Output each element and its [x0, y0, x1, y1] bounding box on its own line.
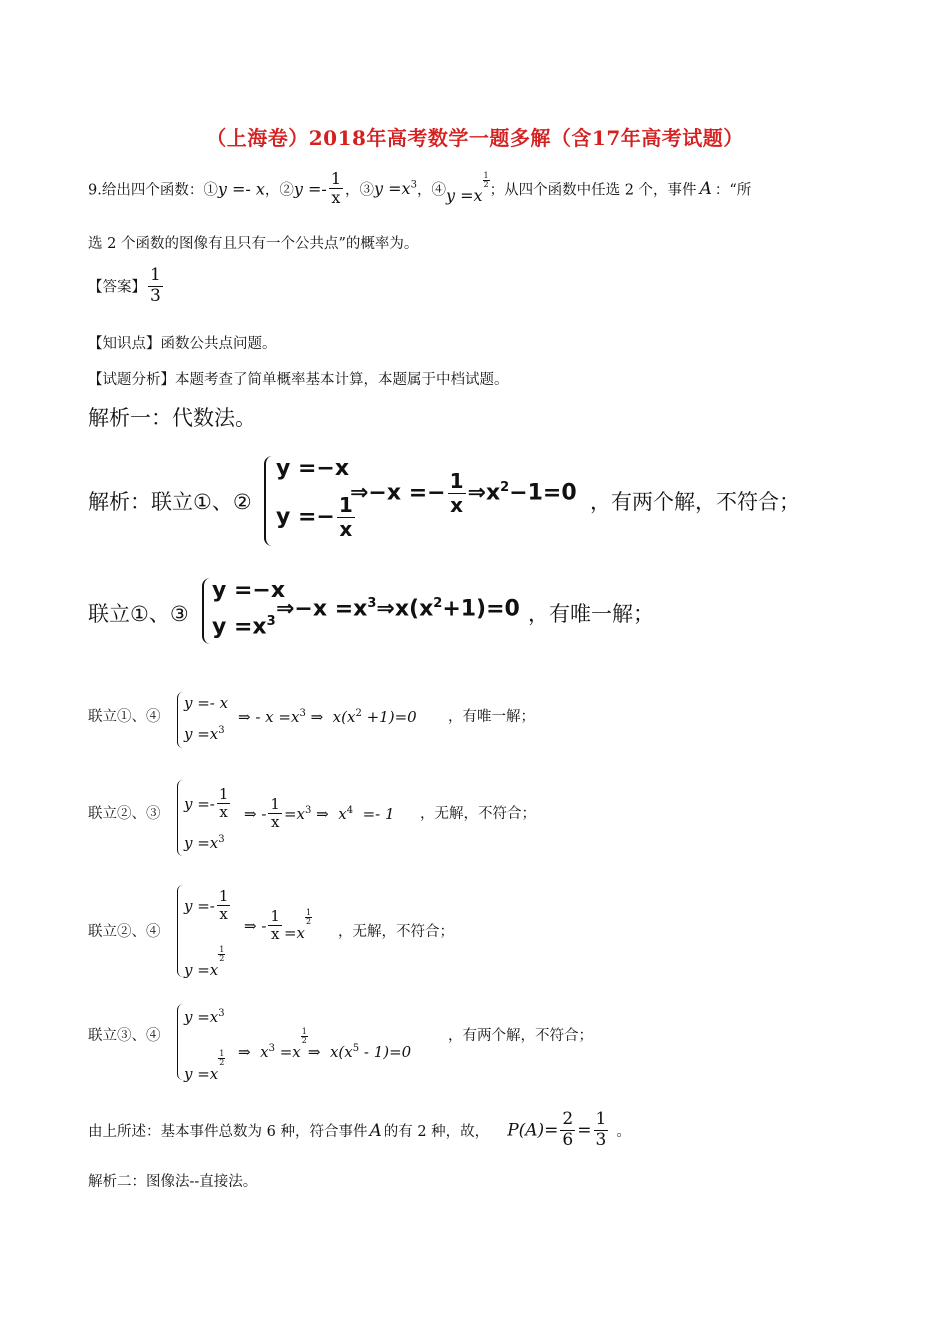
system-brace-2-4 [177, 885, 184, 977]
probability-expression: P(A)= $\frac{2}{6}$ = $\frac{1}{3}$ [507, 1109, 607, 1150]
summary-prefix: 由上所述：基本事件总数为 6 种，符合事件 [88, 1124, 368, 1141]
analysis-summary: 【试题分析】本题考查了简单概率基本计算，本题属于中档试题。 [88, 372, 509, 388]
function-2-fraction: $\frac{1}{x}$ [330, 169, 342, 208]
system-brace-1-2 [264, 456, 274, 546]
knowledge-point: 【知识点】函数公共点问题。 [88, 336, 277, 352]
system-2-3-eq-1: y =- $\frac{1}{x}$ [184, 785, 229, 822]
step-2-4-derivation: ⇒ - $\frac{1}{x}$ =x $\frac{1}{2}$ [244, 907, 312, 944]
step-1-3-result: ，有唯一解； [528, 602, 654, 626]
step-1-4-prefix: 联立①、④ [88, 709, 161, 725]
function-1: y =- x [217, 179, 265, 199]
step-2-3-derivation: ⇒ - $\frac{1}{x}$ $=x^3$ ⇒ $x^4 =- 1$ [244, 795, 395, 832]
system-2-4-eq-1: y =- $\frac{1}{x}$ [184, 887, 229, 924]
system-brace-1-4 [177, 692, 184, 748]
step-2-3-prefix: 联立②、③ [88, 806, 161, 822]
system-1-3-eq-1: y =−x [212, 578, 286, 603]
system-2-4-eq-2: y =x $\frac{1}{2}$ [184, 945, 225, 979]
system-brace-1-3 [202, 578, 212, 644]
step-2-4-prefix: 联立②、④ [88, 924, 161, 940]
summary-middle: 的有 2 种，故， [383, 1124, 490, 1141]
step-1-3-derivation: ⇒−x $=x^3\Rightarrow x(x^2+1)=0$ [276, 596, 520, 622]
document-title: （上海卷）2018年高考数学一题多解（含17年高考试题） [206, 126, 744, 150]
question-sep-2: ，② [264, 182, 294, 199]
function-4: y =x $\frac{1}{2}$ [445, 170, 489, 205]
question-quote: ：“所 [714, 182, 752, 199]
function-3: $y =x^3$ [374, 179, 417, 199]
step-1-2-prefix: 解析：联立①、② [88, 490, 252, 514]
method-1-heading: 解析一：代数法。 [88, 406, 256, 430]
answer-row [88, 266, 165, 306]
step-2-4-result: ，无解，不符合； [338, 924, 454, 940]
step-1-4-derivation: ⇒ - $x =x^3$ ⇒ $x(x^2 +1)=0$ [238, 708, 417, 726]
question-sep-4: ，④ [416, 182, 446, 199]
step-2-3-result: ，无解，不符合； [420, 806, 536, 822]
system-brace-2-3 [177, 780, 184, 856]
step-1-4-result: ，有唯一解； [448, 709, 535, 725]
question-sep-3: ，③ [345, 182, 375, 199]
system-1-4-eq-2: $y =x^3$ [184, 725, 225, 743]
summary-event-a: A [369, 1120, 382, 1141]
answer-fraction: $\frac{1}{3}$ [150, 265, 161, 306]
step-3-4-prefix: 联立③、④ [88, 1028, 161, 1044]
question-line-2: 选 2 个函数的图像有且只有一个公共点”的概率为。 [88, 236, 419, 252]
function-2-lhs: y =- [293, 179, 327, 199]
step-3-4-result: ，有两个解，不符合； [448, 1028, 593, 1044]
summary-line [88, 1110, 631, 1154]
question-line-1 [88, 170, 751, 210]
system-2-3-eq-2: $y =x^3$ [184, 834, 225, 852]
system-brace-3-4 [177, 1004, 184, 1080]
step-1-2-result: ，有两个解，不符合； [590, 490, 800, 514]
step-1-2-derivation: ⇒−x =− $\frac{1}{x}$ $\Rightarrow x^2-1=0$ [350, 469, 577, 517]
method-2-heading: 解析二：图像法--直接法。 [88, 1174, 258, 1190]
summary-end: 。 [616, 1124, 631, 1141]
system-1-2-eq-2: y =− $\frac{1}{x}$ [276, 493, 353, 541]
answer-label: 【答案】 [88, 279, 146, 296]
question-tail: ；从四个函数中任选 2 个，事件 [489, 182, 697, 199]
system-3-4-eq-2: y =x $\frac{1}{2}$ [184, 1049, 225, 1083]
system-1-2-eq-1: y =−x [276, 456, 350, 481]
system-3-4-eq-1: $y =x^3$ [184, 1008, 225, 1026]
event-a: A [699, 178, 712, 199]
system-1-3-eq-2: $y =x^3$ [212, 614, 276, 640]
question-prefix: 9.给出四个函数：① [88, 182, 218, 199]
system-1-4-eq-1: y =- x [184, 694, 229, 712]
step-1-3-prefix: 联立①、③ [88, 602, 189, 626]
step-3-4-derivation: ⇒ $x^3 =x$ $\frac{1}{2}$ ⇒ $x(x^5 - 1)=0$ [238, 1027, 412, 1061]
